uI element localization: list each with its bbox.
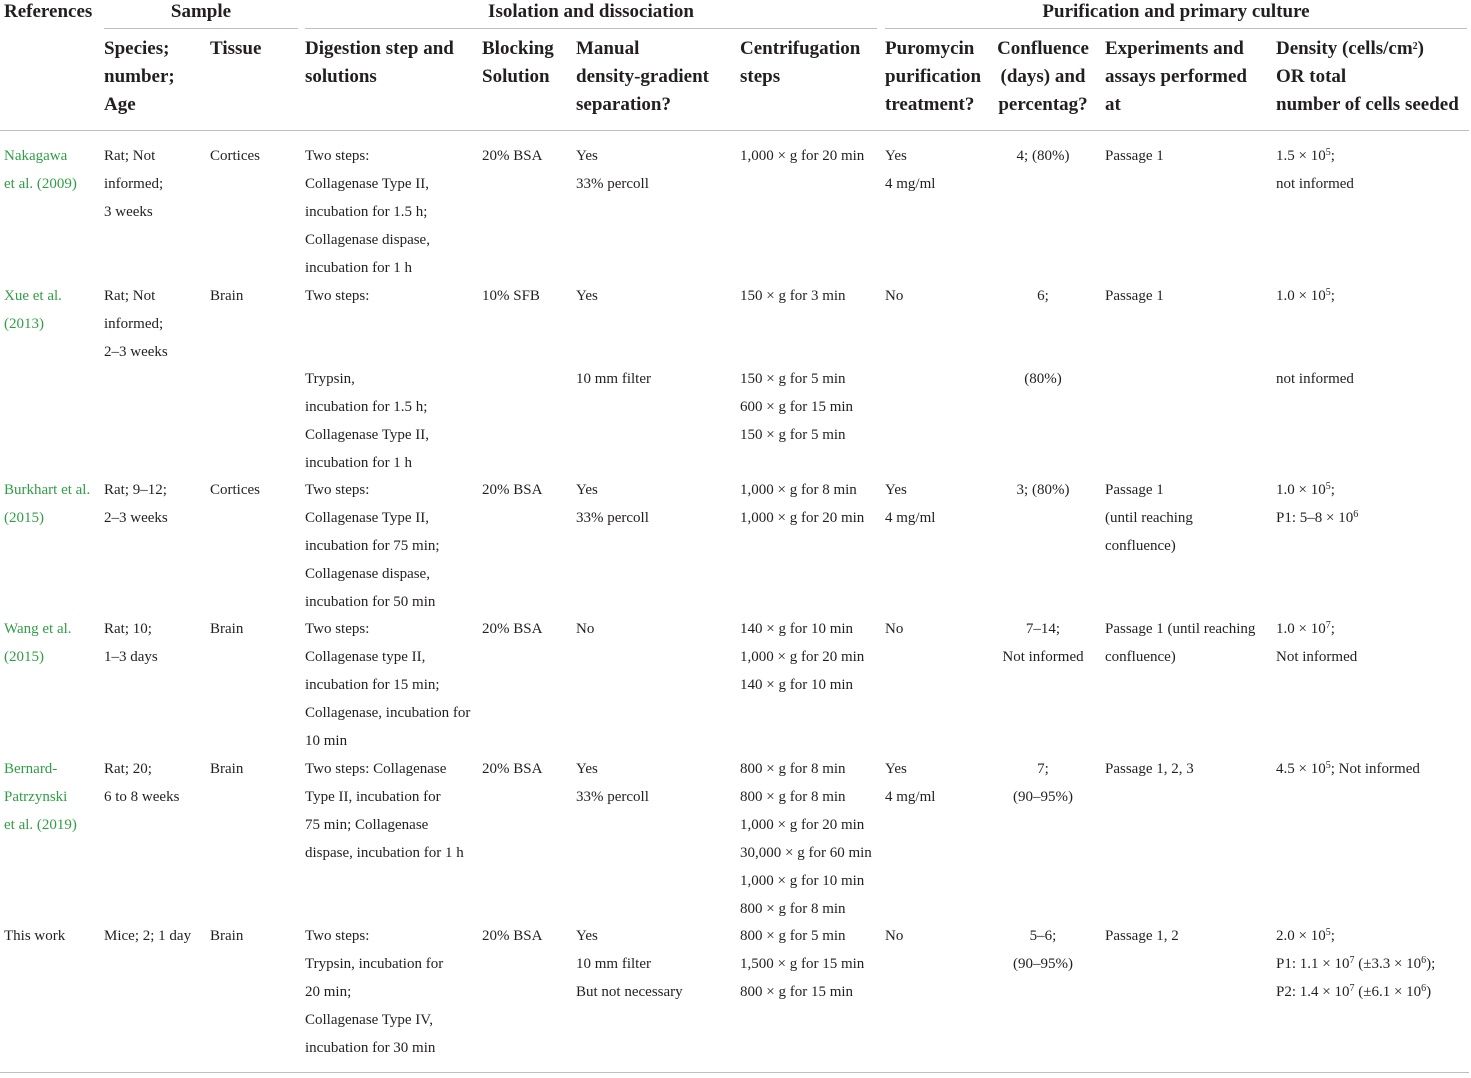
col-header-density-gradient: Manual density-gradient separation? — [576, 38, 709, 115]
cell-digestion: Two steps: Collagenase Type II, incubation for 75 min; Collagenase dispase, incubation for 1 h — [305, 761, 464, 861]
citation-year: 2015 — [9, 649, 39, 665]
cell-blocking: 20% BSA — [482, 928, 543, 944]
cell-confluence: 3; (80%) — [1016, 482, 1070, 498]
cell-experiments: Passage 1 — [1105, 148, 1164, 164]
cell-blocking: 20% BSA — [482, 148, 543, 164]
cell-puromycin: Yes 4 mg/ml — [885, 148, 936, 192]
cell-tissue: Brain — [210, 621, 244, 637]
table-row-ref-this-work: This work — [4, 928, 66, 944]
table-row-ref-wang[interactable]: Wang et al. (2015) — [4, 621, 72, 665]
cell-experiments: Passage 1 (until reaching confluence) — [1105, 621, 1256, 665]
group-header-isolation: Isolation and dissociation — [488, 1, 694, 22]
cell-tissue: Brain — [210, 288, 244, 304]
citation-year: 2015 — [9, 510, 39, 526]
cell-experiments: Passage 1, 2, 3 — [1105, 761, 1194, 777]
cell-species: Rat; 20; 6 to 8 weeks — [104, 761, 180, 805]
cell-tissue: Brain — [210, 761, 244, 777]
citation-year: 2009 — [41, 176, 72, 192]
cell-puromycin: No — [885, 928, 904, 944]
citation-year: 2019 — [41, 817, 72, 833]
cell-density-gradient: Yes 33% percoll — [576, 148, 649, 192]
table-row-ref-xue[interactable]: Xue et al. (2013) — [4, 288, 62, 332]
cell-centrifugation: 800 × g for 8 min 800 × g for 8 min 1,000 × g for 20 min 30,000 × g for 60 min 1,000 × g for 10 min 800 × g for 8 min — [740, 761, 872, 917]
cell-density-gradient: Yes — [576, 288, 598, 304]
cell-centrifugation: 150 × g for 3 min — [740, 288, 846, 304]
cell-digestion: Two steps: Collagenase type II, incubation for 15 min; Collagenase, incubation for 10 min — [305, 621, 471, 749]
col-header-tissue: Tissue — [210, 38, 262, 59]
header-bottom-rule — [0, 130, 1469, 131]
col-header-puromycin: Puromycin purification treatment? — [885, 38, 982, 115]
group-header-references: References — [4, 1, 93, 22]
group-rule-isolation — [305, 28, 877, 29]
cell-puromycin: No — [885, 288, 904, 304]
table-row-ref-nakagawa[interactable]: Nakagawa et al. (2009) — [4, 148, 77, 192]
col-header-experiments: Experiments and assays performed at — [1105, 38, 1247, 115]
cell-confluence: 5–6; (90–95%) — [1013, 928, 1073, 972]
col-header-confluence: Confluence (days) and percentag? — [997, 38, 1089, 115]
cell-tissue: Cortices — [210, 148, 260, 164]
cell-experiments: Passage 1 — [1105, 288, 1164, 304]
cell-density: $1.5 \times 10^5$; not informed — [1276, 147, 1354, 192]
col-header-species: Species; number; Age — [104, 38, 175, 115]
table-row-ref-bernard-patrzynski[interactable]: Bernard- Patrzynski et al. (2019) — [4, 761, 77, 833]
cell-species: Rat; Not informed; 2–3 weeks — [104, 288, 168, 360]
cell-digestion: Two steps: — [305, 288, 370, 304]
cell-experiments: Passage 1, 2 — [1105, 928, 1179, 944]
col-header-centrifugation: Centrifugation steps — [740, 38, 861, 87]
cell-density: $1.0 \times 10^5$; — [1276, 287, 1335, 304]
cell-puromycin: Yes 4 mg/ml — [885, 761, 936, 805]
cell-density-gradient: Yes 10 mm filter But not necessary — [576, 928, 683, 1000]
cell-confluence: 7–14; Not informed — [1002, 621, 1084, 665]
cell-blocking: 10% SFB — [482, 288, 540, 304]
cell-species: Rat; Not informed; 3 weeks — [104, 148, 164, 220]
cell-confluence: 4; (80%) — [1016, 148, 1070, 164]
cell-species: Mice; 2; 1 day — [104, 928, 192, 944]
cell-density-gradient: 10 mm filter — [576, 371, 651, 387]
cell-puromycin: Yes 4 mg/ml — [885, 482, 936, 526]
cell-digestion: Trypsin, incubation for 1.5 h; Collagenase Type II, incubation for 1 h — [305, 371, 430, 471]
cell-density: $1.0 \times 10^5$; P1: $5-8 \times 10^6$ — [1276, 481, 1359, 526]
cell-digestion: Two steps: Trypsin, incubation for 20 min; Collagenase Type IV, incubation for 30 min — [305, 928, 444, 1056]
cell-density: $2.0 \times 10^5$; P1: $1.1 \times 10^7$ $(\pm 3.3 \times 10^6)$; P2: $1.4 \times 10^7$ $(\pm 6.1 \times 10^6)$ — [1276, 927, 1436, 1000]
cell-density-gradient: Yes 33% percoll — [576, 761, 649, 805]
cell-centrifugation: 150 × g for 5 min 600 × g for 15 min 150 × g for 5 min — [740, 371, 854, 443]
cell-density: $4.5 \times 10^5$; Not informed — [1276, 760, 1420, 777]
cell-density-gradient: No — [576, 621, 595, 637]
cell-confluence: 7; (90–95%) — [1013, 761, 1073, 805]
table-bottom-rule — [0, 1072, 1469, 1073]
citation-year: 2013 — [9, 316, 39, 332]
col-header-digestion: Digestion step and solutions — [305, 38, 454, 87]
group-header-purification: Purification and primary culture — [1042, 1, 1310, 22]
cell-tissue: Cortices — [210, 482, 260, 498]
group-rule-sample — [104, 28, 298, 29]
cell-centrifugation: 1,000 × g for 20 min — [740, 148, 865, 164]
cell-density: not informed — [1276, 371, 1354, 387]
cell-blocking: 20% BSA — [482, 761, 543, 777]
cell-centrifugation: 1,000 × g for 8 min 1,000 × g for 20 min — [740, 482, 865, 526]
cell-blocking: 20% BSA — [482, 482, 543, 498]
cell-confluence: 6; — [1037, 288, 1049, 304]
cell-experiments: Passage 1 (until reaching confluence) — [1105, 482, 1193, 554]
col-header-blocking: Blocking Solution — [482, 38, 554, 87]
cell-density-gradient: Yes 33% percoll — [576, 482, 649, 526]
cell-centrifugation: 800 × g for 5 min 1,500 × g for 15 min 800 × g for 15 min — [740, 928, 865, 1000]
table-row-ref-burkhart[interactable]: Burkhart et al. (2015) — [4, 482, 91, 526]
cell-confluence: (80%) — [1024, 371, 1062, 387]
col-header-density: Density $(cells/cm^2)$ OR total number of cells seeded — [1276, 38, 1459, 115]
cell-species: Rat; 9–12; 2–3 weeks — [104, 482, 168, 526]
group-header-sample: Sample — [170, 1, 232, 22]
cell-digestion: Two steps: Collagenase Type II, incubation for 1.5 h; Collagenase dispase, incubation for 1 h — [305, 148, 430, 276]
cell-density: $1.0 \times 10^7$; Not informed — [1276, 620, 1358, 665]
cell-puromycin: No — [885, 621, 904, 637]
cell-centrifugation: 140 × g for 10 min 1,000 × g for 20 min 140 × g for 10 min — [740, 621, 865, 693]
cell-tissue: Brain — [210, 928, 244, 944]
cell-blocking: 20% BSA — [482, 621, 543, 637]
group-rule-purification — [885, 28, 1467, 29]
cell-digestion: Two steps: Collagenase Type II, incubation for 75 min; Collagenase dispase, incubation for 50 min — [305, 482, 440, 610]
cell-species: Rat; 10; 1–3 days — [104, 621, 158, 665]
